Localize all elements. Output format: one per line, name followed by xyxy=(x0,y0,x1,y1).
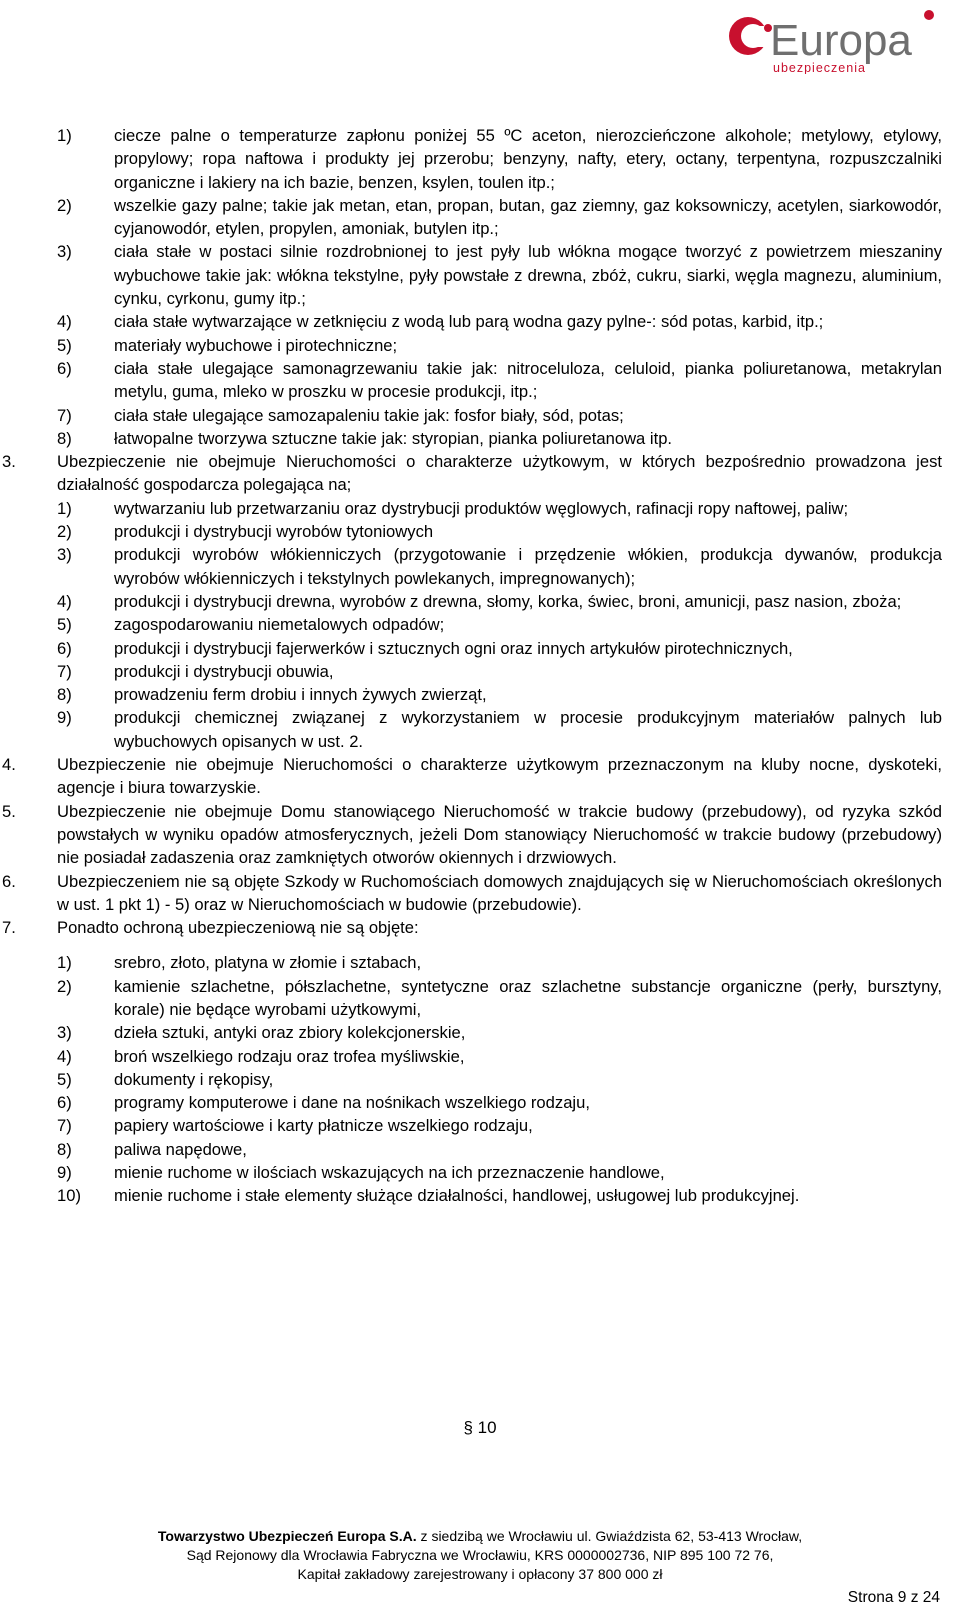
list-item xyxy=(0,1045,960,1068)
footer xyxy=(0,1527,960,1584)
item-text: łatwopalne tworzywa sztuczne takie jak: styropian, pianka poliuretanowa itp. xyxy=(114,428,673,448)
item-text: ciała stałe ulegające samonagrzewaniu takie jak: nitroceluloza, celuloid, pianka poliuretanowa, metakrylan metylu, guma, mleko w proszku w procesie produkcji, itp.; xyxy=(114,358,942,402)
section-3 xyxy=(0,450,960,497)
item-text: prowadzeniu ferm drobiu i innych żywych zwierząt, xyxy=(114,685,487,705)
footer-line-3: Kapitał zakładowy zarejestrowany i opłacony 37 800 000 zł xyxy=(297,1566,663,1582)
item-number: 8) xyxy=(57,428,72,448)
section-number: 3. xyxy=(2,452,16,472)
item-text: wszelkie gazy palne; takie jak metan, etan, propan, butan, gaz ziemny, gaz koksowniczy, acetylen, siarkowodór, cyjanowodór, etylen, propylen, amoniak, butylen itp.; xyxy=(114,195,942,239)
list-item xyxy=(0,404,960,427)
item-text: produkcji i dystrybucji wyrobów tytoniowych xyxy=(114,522,434,542)
logo-tagline: ubezpieczenia xyxy=(773,61,866,74)
section-number: 4. xyxy=(2,755,16,775)
section-number: 7. xyxy=(2,918,16,938)
list-item xyxy=(0,683,960,706)
item-number: 7) xyxy=(57,405,72,425)
section-number: 6. xyxy=(2,871,16,891)
item-text: produkcji wyrobów włókienniczych (przygotowanie i przędzenie włókien, produkcja dywanów, produkcja wyrobów włókienniczych i tekstylnych powlekanych, impregnowanych); xyxy=(114,545,942,588)
item-number: 1) xyxy=(57,126,72,145)
list-item xyxy=(0,660,960,683)
item-number: 3) xyxy=(57,545,72,565)
list-item xyxy=(0,497,960,520)
item-number: 5) xyxy=(57,615,72,635)
list-item xyxy=(0,1184,960,1207)
item-number: 5) xyxy=(57,1069,72,1089)
item-number: 9) xyxy=(57,1163,72,1183)
item-text: produkcji i dystrybucji fajerwerków i sztucznych ogni oraz innych artykułów pirotechnicznych, xyxy=(114,638,793,658)
item-number: 2) xyxy=(57,976,72,996)
item-text: produkcji i dystrybucji drewna, wyrobów z drewna, słomy, korka, świec, broni, amunicji, pasz nasion, zboża; xyxy=(114,591,902,611)
item-text: dzieła sztuki, antyki oraz zbiory kolekcjonerskie, xyxy=(114,1023,466,1043)
europa-logo xyxy=(720,6,960,74)
section-text: Ubezpieczeniem nie są objęte Szkody w Ruchomościach domowych znajdujących się w Nieruchomościach określonych w ust. 1 pkt 1) - 5) oraz w Nieruchomościach w budowie (przebudowie). xyxy=(57,871,942,914)
footer-address: z siedzibą we Wrocławiu ul. Gwiaździsta 62, 53-413 Wrocław, xyxy=(416,1528,803,1544)
item-number: 7) xyxy=(57,661,72,681)
logo-wordmark: Europa xyxy=(770,16,912,65)
page-count: Strona 9 z 24 xyxy=(847,1589,940,1606)
spacer xyxy=(0,939,960,951)
list-item xyxy=(0,706,960,753)
section-6 xyxy=(0,870,960,917)
item-text: paliwa napędowe, xyxy=(114,1139,247,1159)
item-number: 10) xyxy=(57,1186,81,1206)
section-5 xyxy=(0,800,960,870)
item-text: materiały wybuchowe i pirotechniczne; xyxy=(114,335,398,355)
item-number: 4) xyxy=(57,591,72,611)
list-item xyxy=(0,124,960,194)
item-text: kamienie szlachetne, półszlachetne, syntetyczne oraz szlachetne substancje organiczne (perły, bursztyny, korale) nie będące wyrobami użytkowymi, xyxy=(114,976,942,1019)
item-text: wytwarzaniu lub przetwarzaniu oraz dystrybucji produktów węglowych, rafinacji ropy naftowej, paliw; xyxy=(114,498,849,518)
item-text: ciecze palne o temperaturze zapłonu poniżej 55 ºC aceton, nierozcieńczone alkohole; metylowy, etylowy, propylowy; ropa naftowa i produkty jej przerobu; benzyny, nafty, etery, octany, terpentyna, rozpuszczalniki organiczne i lakiery na ich bazie, benzen, ksylen, toulen itp.; xyxy=(114,126,942,192)
item-number: 8) xyxy=(57,685,72,705)
item-text: zagospodarowaniu niemetalowych odpadów; xyxy=(114,615,445,635)
list-item xyxy=(0,1161,960,1184)
item-number: 4) xyxy=(57,1046,72,1066)
section-number: 5. xyxy=(2,801,16,821)
paragraph-number: § 10 xyxy=(463,1418,497,1437)
item-number: 9) xyxy=(57,708,72,728)
item-text: ciała stałe w postaci silnie rozdrobnionej to jest pyły lub włókna mogące tworzyć z powietrzem mieszaniny wybuchowe takie jak: włókna tekstylne, pyły powstałe z drewna, zbóż, cukru, siarki, węgla magnezu, aluminium, cynku, cyrkonu, gumy itp.; xyxy=(114,242,942,309)
list-item xyxy=(0,194,960,241)
list-item xyxy=(0,1068,960,1091)
list-item xyxy=(0,1091,960,1114)
list-item xyxy=(0,1114,960,1137)
list-item xyxy=(0,240,960,310)
item-number: 3) xyxy=(57,242,72,262)
section-4 xyxy=(0,753,960,800)
item-text: ciała stałe ulegające samozapaleniu takie jak: fosfor biały, sód, potas; xyxy=(114,405,624,425)
item-text: programy komputerowe i dane na nośnikach wszelkiego rodzaju, xyxy=(114,1093,590,1113)
item-text: dokumenty i rękopisy, xyxy=(114,1069,274,1089)
item-text: broń wszelkiego rodzaju oraz trofea myśliwskie, xyxy=(114,1046,465,1066)
item-number: 2) xyxy=(57,522,72,542)
logo-dot-icon xyxy=(924,10,934,20)
list-item xyxy=(0,520,960,543)
item-number: 6) xyxy=(57,358,72,378)
list-item xyxy=(0,543,960,590)
item-text: srebro, złoto, platyna w złomie i sztabach, xyxy=(114,953,422,973)
item-number: 8) xyxy=(57,1139,72,1159)
item-number: 3) xyxy=(57,1023,72,1043)
list-item xyxy=(0,637,960,660)
item-number: 1) xyxy=(57,498,72,518)
item-number: 5) xyxy=(57,335,72,355)
item-text: produkcji chemicznej związanej z wykorzystaniem w procesie produkcyjnym materiałów palnych lub wybuchowych opisanych w ust. 2. xyxy=(114,708,942,751)
list-item xyxy=(0,613,960,636)
hazardous-materials-list xyxy=(0,124,960,450)
footer-company: Towarzystwo Ubezpieczeń Europa S.A. xyxy=(157,1528,417,1544)
section-7 xyxy=(0,916,960,939)
item-text: ciała stałe wytwarzające w zetknięciu z wodą lub parą wodna gazy pylne-: sód potas, karbid, itp.; xyxy=(114,312,824,332)
section-text: Ponadto ochroną ubezpieczeniową nie są objęte: xyxy=(57,918,419,938)
list-item xyxy=(0,427,960,450)
item-text: papiery wartościowe i karty płatnicze wszelkiego rodzaju, xyxy=(114,1116,533,1136)
document-body xyxy=(0,124,960,1208)
list-item xyxy=(0,310,960,333)
footer-line-2: Sąd Rejonowy dla Wrocławia Fabryczna we Wrocławiu, KRS 0000002736, NIP 895 100 72 76, xyxy=(186,1547,774,1563)
list-item xyxy=(0,975,960,1022)
list-item xyxy=(0,1138,960,1161)
item-text: mienie ruchome w ilościach wskazujących na ich przeznaczenie handlowe, xyxy=(114,1163,665,1183)
item-number: 4) xyxy=(57,312,72,332)
item-number: 1) xyxy=(57,953,72,973)
list-item xyxy=(0,951,960,974)
item-text: mienie ruchome i stałe elementy służące działalności, handlowej, usługowej lub produkcyjnej. xyxy=(114,1186,800,1206)
section-text: Ubezpieczenie nie obejmuje Nieruchomości o charakterze użytkowym, w których bezpośrednio prowadzona jest działalność gospodarcza polegająca na; xyxy=(57,452,942,495)
section-text: Ubezpieczenie nie obejmuje Nieruchomości o charakterze użytkowym przeznaczonym na kluby nocne, dyskoteki, agencje i biura towarzyskie. xyxy=(57,755,942,798)
list-item xyxy=(0,590,960,613)
item-number: 6) xyxy=(57,638,72,658)
list-item xyxy=(0,357,960,404)
list-item xyxy=(0,1021,960,1044)
list-item xyxy=(0,334,960,357)
item-text: produkcji i dystrybucji obuwia, xyxy=(114,661,334,681)
section-text: Ubezpieczenie nie obejmuje Domu stanowiącego Nieruchomość w trakcie budowy (przebudowy), od ryzyka szkód powstałych w wyniku opadów atmosferycznych, jeżeli Dom stanowiący Nieruchomość w trakcie budowy (przebudowy) nie posiadał zadaszenia oraz zamkniętych otworów okiennych i drzwiowych. xyxy=(57,801,942,868)
item-number: 7) xyxy=(57,1116,72,1136)
item-number: 2) xyxy=(57,195,72,215)
item-number: 6) xyxy=(57,1093,72,1113)
footer-line-1 xyxy=(0,1527,960,1546)
